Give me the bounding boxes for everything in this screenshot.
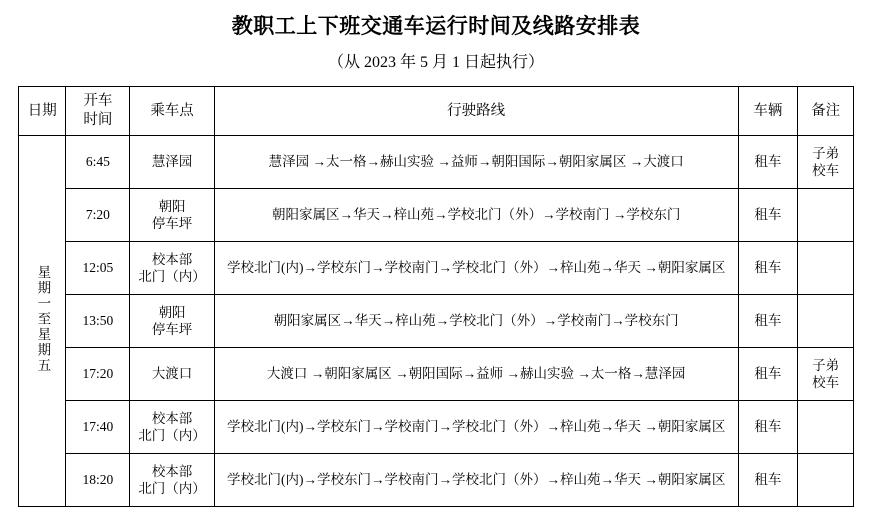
cell-vehicle: 租车 [738,295,798,348]
cell-remark [798,401,854,454]
cell-remark [798,189,854,242]
cell-time: 6:45 [66,136,130,189]
boarding-point-line2: 北门（内） [138,428,206,444]
header-route: 行驶路线 [214,87,738,136]
header-depart-time-line1: 开车 [83,93,113,110]
boarding-point-line2: 北门（内） [138,481,206,497]
header-date: 日期 [19,87,66,136]
cell-remark [798,348,854,401]
header-remark: 备注 [798,87,854,136]
cell-boarding-point [130,189,215,242]
boarding-point-line1: 校本部 [151,410,193,426]
cell-vehicle: 租车 [738,454,798,507]
boarding-point-line1: 校本部 [151,463,193,479]
cell-remark [798,136,854,189]
boarding-point-line2: 停车坪 [151,216,193,232]
cell-vehicle: 租车 [738,348,798,401]
cell-remark [798,454,854,507]
cell-boarding-point [130,401,215,454]
boarding-point-line2: 北门（内） [138,269,206,285]
table-row [19,136,854,189]
cell-vehicle: 租车 [738,401,798,454]
table-header-row [19,87,854,136]
remark-line1: 子弟 [812,145,840,161]
date-cell [19,136,66,507]
schedule-table [18,86,854,507]
cell-route: 朝阳家属区→华天→梓山苑→学校北门（外）→学校南门→学校东门 [214,295,738,348]
table-row [19,242,854,295]
cell-boarding-point [130,454,215,507]
remark-line2: 校车 [812,163,840,179]
cell-route: 大渡口 →朝阳家属区 →朝阳国际→益师 →赫山实验 →太一格→慧泽园 [214,348,738,401]
cell-time: 7:20 [66,189,130,242]
cell-vehicle: 租车 [738,242,798,295]
cell-route: 学校北门(内)→学校东门→学校南门→学校北门（外）→梓山苑→华天 →朝阳家属区 [214,454,738,507]
cell-route: 学校北门(内)→学校东门→学校南门→学校北门（外）→梓山苑→华天 →朝阳家属区 [214,242,738,295]
cell-remark [798,242,854,295]
cell-route: 学校北门(内)→学校东门→学校南门→学校北门（外）→梓山苑→华天 →朝阳家属区 [214,401,738,454]
document-page [0,14,872,529]
remark-line2: 校车 [812,375,840,391]
page-subtitle: （从 2023 年 5 月 1 日起执行） [327,54,544,72]
cell-time: 13:50 [66,295,130,348]
cell-time: 17:40 [66,401,130,454]
header-boarding-point: 乘车点 [130,87,215,136]
cell-route: 朝阳家属区→华天→梓山苑→学校北门（外）→学校南门 →学校东门 [214,189,738,242]
table-row [19,189,854,242]
cell-time: 12:05 [66,242,130,295]
cell-vehicle: 租车 [738,136,798,189]
page-title: 教职工上下班交通车运行时间及线路安排表 [231,14,641,38]
cell-route: 慧泽园 →太一格→赫山实验 →益师→朝阳国际→朝阳家属区 →大渡口 [214,136,738,189]
cell-boarding-point [130,348,215,401]
boarding-point-line2: 停车坪 [151,322,193,338]
cell-time: 18:20 [66,454,130,507]
table-row [19,401,854,454]
boarding-point-line1: 校本部 [151,251,193,267]
table-row [19,454,854,507]
header-depart-time [66,87,130,136]
table-row [19,348,854,401]
cell-time: 17:20 [66,348,130,401]
date-cell-label: 星期一至星期五 [35,264,51,374]
cell-boarding-point [130,295,215,348]
header-vehicle: 车辆 [738,87,798,136]
cell-remark [798,295,854,348]
cell-boarding-point [130,242,215,295]
table-row [19,295,854,348]
cell-boarding-point [130,136,215,189]
header-depart-time-line2: 时间 [83,112,113,129]
remark-line1: 子弟 [812,357,840,373]
boarding-point-line1: 大渡口 [151,366,193,382]
boarding-point-line1: 慧泽园 [151,154,193,170]
cell-vehicle: 租车 [738,189,798,242]
boarding-point-line1: 朝阳 [158,198,186,214]
boarding-point-line1: 朝阳 [158,304,186,320]
